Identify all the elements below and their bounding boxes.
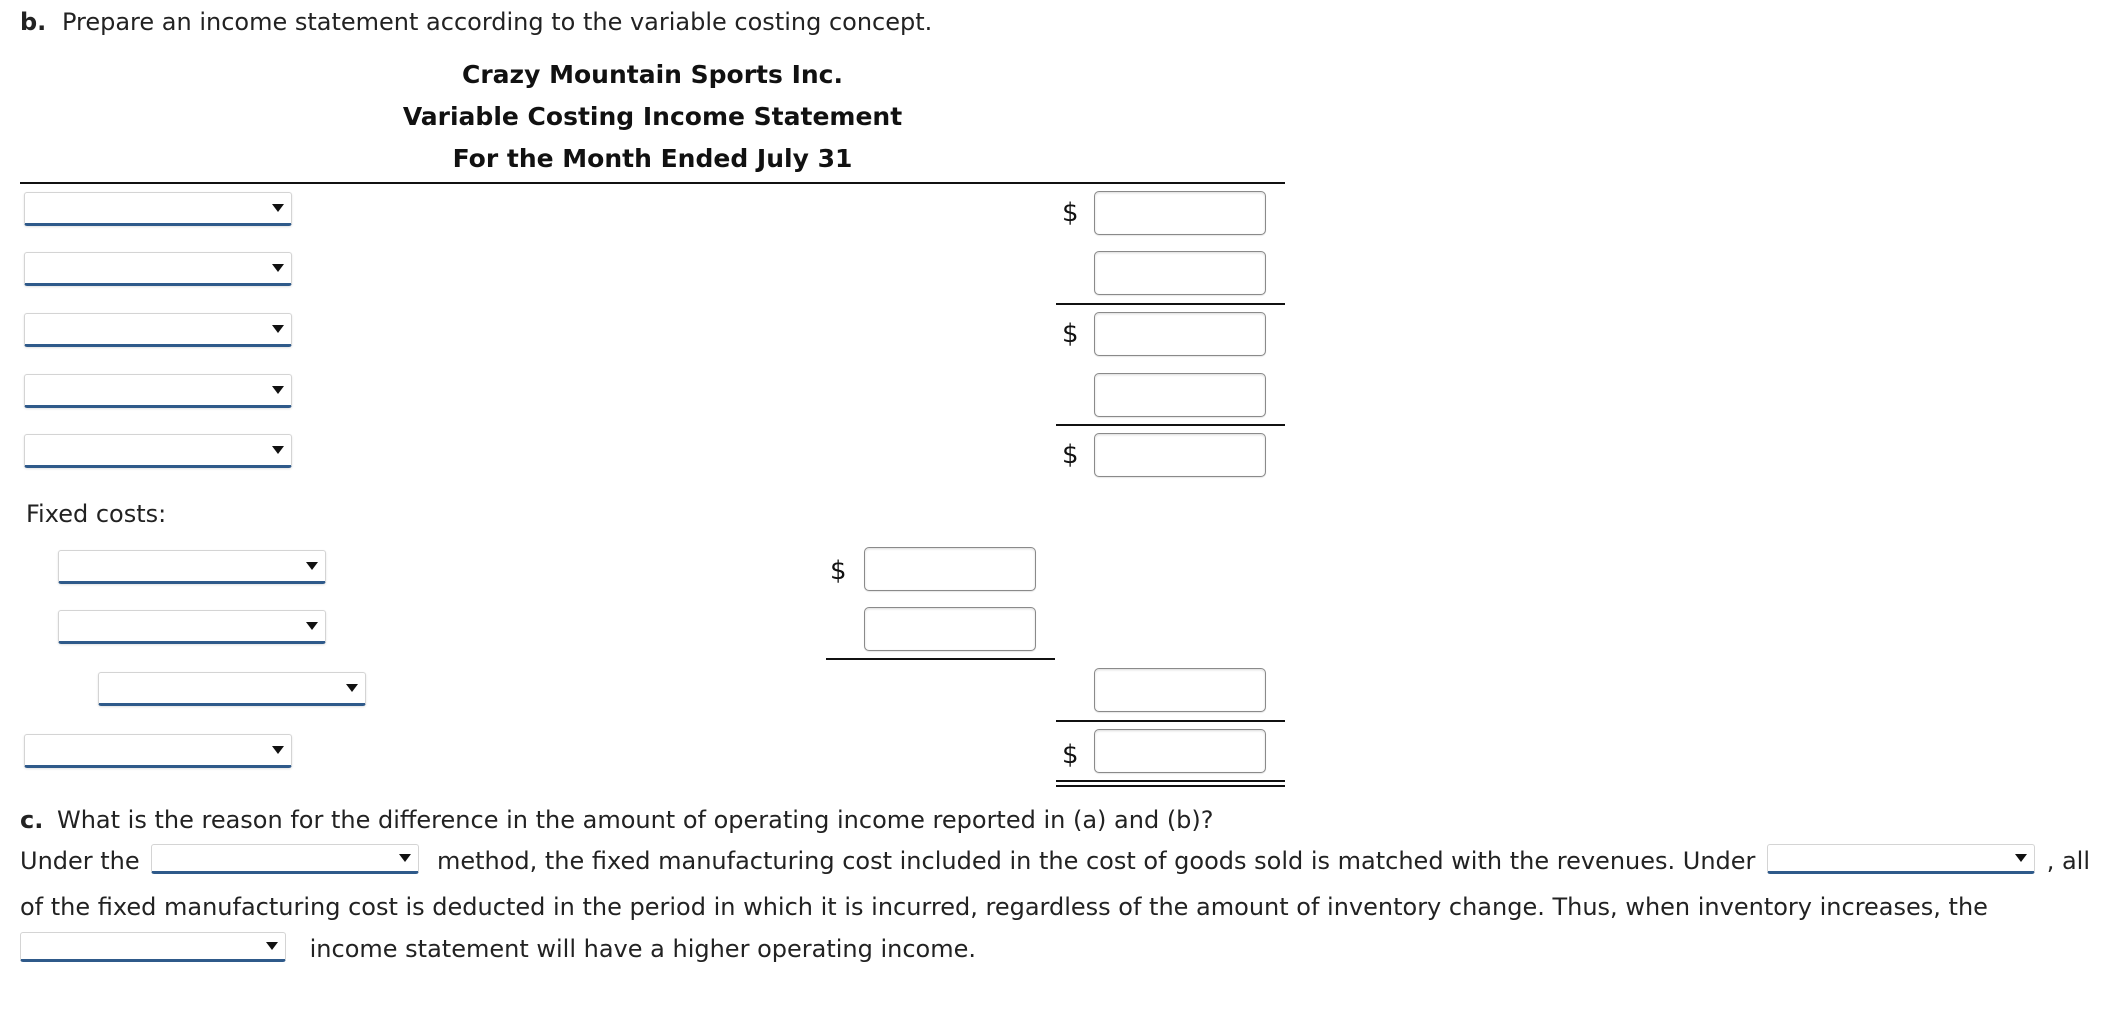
total-fixed-costs-select[interactable] — [98, 672, 366, 706]
chevron-down-icon — [306, 622, 318, 630]
dollar-sign: $ — [1062, 198, 1079, 228]
method-select-1[interactable] — [151, 844, 419, 874]
amount-input-4[interactable] — [1094, 373, 1266, 417]
statement-period: For the Month Ended July 31 — [452, 144, 853, 173]
part-c-text-3: , all — [2046, 847, 2090, 875]
method-select-3[interactable] — [20, 932, 286, 962]
part-c-text-5: income statement will have a higher operating income. — [309, 935, 977, 963]
part-b-text: Prepare an income statement according to the variable costing concept. — [61, 8, 933, 36]
part-c-question — [20, 806, 1214, 834]
chevron-down-icon — [272, 204, 284, 212]
part-c-line-2: of the fixed manufacturing cost is deducted in the period in which it is incurred, regardless of the amount of inventory change. Thus, when inventory increases, the — [20, 893, 1988, 921]
line-item-select-2[interactable] — [24, 252, 292, 286]
total-fixed-costs-input[interactable] — [1094, 668, 1266, 712]
chevron-down-icon — [272, 264, 284, 272]
amount-input-1[interactable] — [1094, 191, 1266, 235]
part-c-text-2: method, the fixed manufacturing cost included in the cost of goods sold is matched with the revenues. Under — [436, 847, 1756, 875]
part-b-label: b. — [20, 8, 47, 36]
part-c-text-1: Under the — [20, 847, 140, 875]
line-item-select-5[interactable] — [24, 434, 292, 468]
amount-input-2[interactable] — [1094, 251, 1266, 295]
chevron-down-icon — [272, 746, 284, 754]
total-rule — [1056, 720, 1285, 722]
chevron-down-icon — [346, 684, 358, 692]
fixed-cost-input-1[interactable] — [864, 547, 1036, 591]
operating-income-select[interactable] — [24, 734, 292, 768]
part-c-question-text: What is the reason for the difference in the amount of operating income reported in (a) and (b)? — [56, 806, 1214, 834]
fixed-cost-input-2[interactable] — [864, 607, 1036, 651]
fixed-subtotal-rule — [826, 658, 1055, 660]
dollar-sign: $ — [1062, 440, 1079, 470]
chevron-down-icon — [306, 562, 318, 570]
amount-input-3[interactable] — [1094, 312, 1266, 356]
chevron-down-icon — [2015, 854, 2027, 862]
operating-income-input[interactable] — [1094, 729, 1266, 773]
line-item-select-4[interactable] — [24, 374, 292, 408]
fixed-cost-select-1[interactable] — [58, 550, 326, 584]
subtotal-rule — [1056, 424, 1285, 426]
chevron-down-icon — [272, 325, 284, 333]
dollar-sign: $ — [830, 556, 847, 586]
fixed-costs-label: Fixed costs: — [26, 500, 167, 528]
part-c-line-3 — [20, 935, 976, 965]
dollar-sign: $ — [1062, 319, 1079, 349]
double-rule-top — [1056, 780, 1285, 782]
chevron-down-icon — [272, 386, 284, 394]
line-item-select-1[interactable] — [24, 192, 292, 226]
chevron-down-icon — [266, 942, 278, 950]
fixed-cost-select-2[interactable] — [58, 610, 326, 644]
header-rule — [20, 182, 1285, 184]
company-name: Crazy Mountain Sports Inc. — [462, 60, 843, 89]
statement-title: Variable Costing Income Statement — [402, 102, 903, 131]
part-b-prompt — [20, 8, 932, 36]
chevron-down-icon — [272, 446, 284, 454]
dollar-sign: $ — [1062, 740, 1079, 770]
chevron-down-icon — [399, 854, 411, 862]
amount-input-5[interactable] — [1094, 433, 1266, 477]
method-select-2[interactable] — [1767, 844, 2035, 874]
part-c-line-1 — [20, 847, 2090, 877]
line-item-select-3[interactable] — [24, 313, 292, 347]
part-c-label: c. — [20, 806, 44, 834]
double-rule-bottom — [1056, 785, 1285, 787]
subtotal-rule — [1056, 303, 1285, 305]
